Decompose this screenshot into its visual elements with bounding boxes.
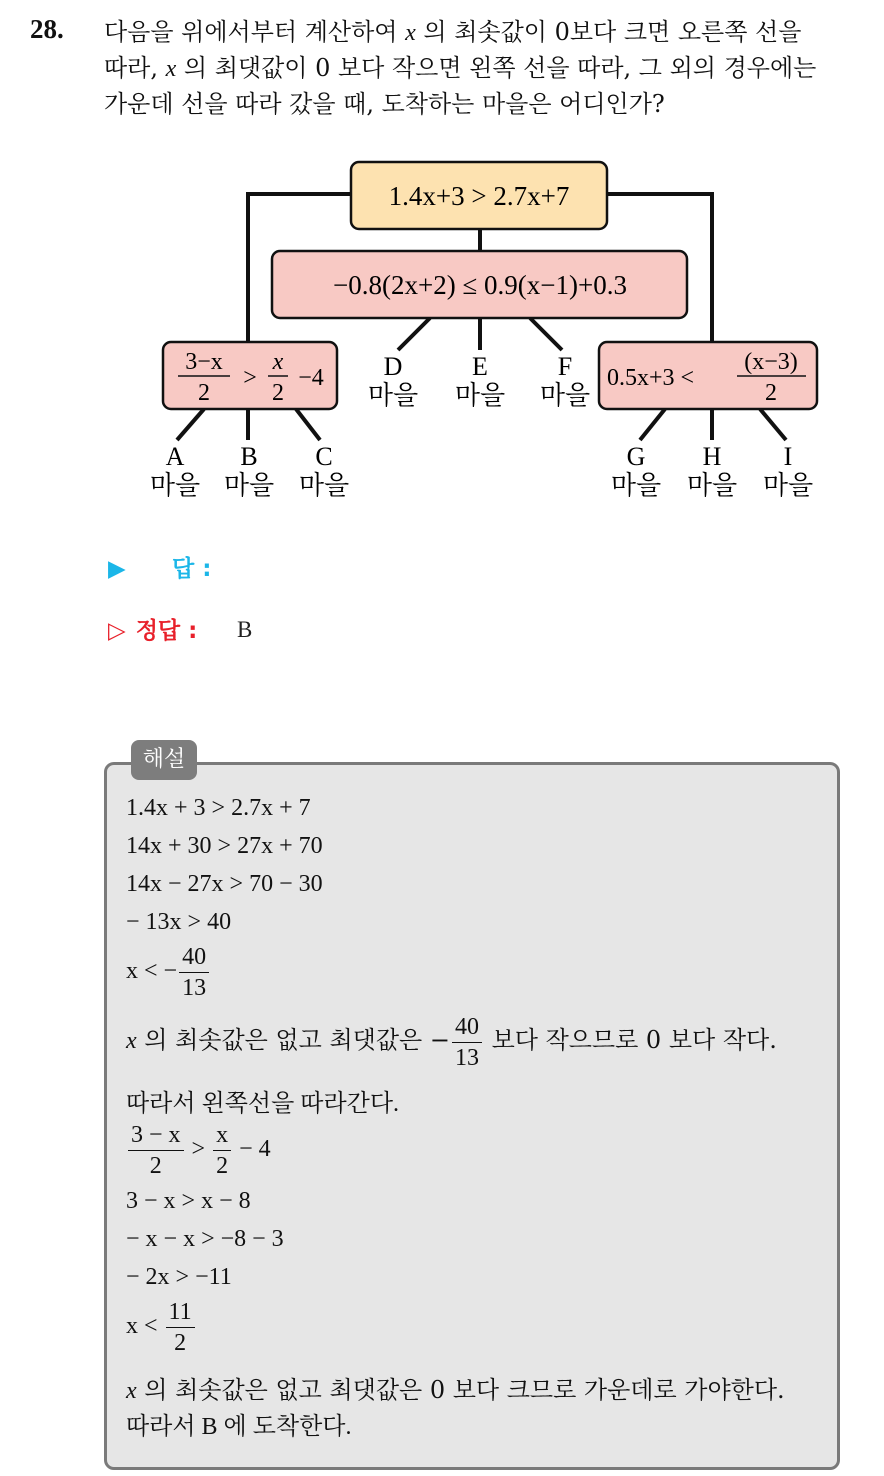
village-letter-i: I [783,442,793,471]
left-frac2-denominator: 2 [272,380,284,406]
left-frac2-numerator: x [272,349,284,375]
village-path-diagram [0,0,884,520]
village-word-i: 마을 [762,471,814,501]
correct-answer-row [108,612,197,645]
solution-line-2: 14x + 30 > 27x + 70 [126,833,323,859]
middle-condition-text: −0.8(2x+2) ≤ 0.9(x−1)+0.3 [333,270,627,300]
play-arrow-icon: ▶ [108,556,126,582]
village-letter-g: G [626,442,646,471]
solution-line-13: x 의 최솟값은 없고 최댓값은 0 보다 크므로 가운데로 가야한다. [126,1376,785,1404]
solution-line-4: − 13x > 40 [126,909,232,935]
question-line-3: 가운데 선을 따라 갔을 때, 도착하는 마을은 어디인가? [104,90,665,118]
village-letter-f: F [557,352,573,381]
right-frac-numerator: (x−3) [744,349,798,375]
solution-line-5: x < − $\frac{40}{13}$ [126,942,211,1003]
solution-line-3: 14x − 27x > 70 − 30 [126,871,323,897]
question-line-1: 다음을 위에서부터 계산하여 x 의 최솟값이 0보다 크면 오른쪽 선을 [104,18,802,46]
answer-blank-row [108,550,211,583]
village-letter-d: D [383,352,403,381]
village-letter-e: E [472,352,488,381]
question-number: 28. [30,14,64,44]
outline-arrow-icon: ▷ [108,618,126,644]
solution-line-7: 따라서 왼쪽선을 따라간다. [126,1091,400,1117]
village-word-h: 마을 [686,471,738,501]
left-operator: > [243,365,257,391]
village-word-e: 마을 [454,381,506,411]
village-word-a: 마을 [149,471,201,501]
solution-line-10: − x − x > −8 − 3 [126,1226,284,1252]
answer-label: 답 : [172,556,212,582]
solution-line-12: x < $\frac{11}{2}$ [126,1297,197,1358]
solution-line-6: x 의 최솟값은 없고 최댓값은 − $\frac{40}{13}$ 보다 작으므로 0 보다 작다. [126,1014,777,1071]
right-head: 0.5x+3 < [607,365,695,391]
solution-tag: 해설 [131,740,197,780]
solution-line-9: 3 − x > x − 8 [126,1188,251,1214]
village-word-f: 마을 [539,381,591,411]
left-frac-denominator: 2 [198,380,210,406]
village-letter-h: H [702,442,722,471]
village-letter-b: B [240,442,258,471]
left-frac-numerator: 3−x [185,349,223,375]
village-word-b: 마을 [223,471,275,501]
correct-answer-value: B [237,617,253,642]
question-line-2: 따라, x 의 최댓값이 0 보다 작으면 왼쪽 선을 따라, 그 외의 경우에는 [104,54,817,82]
correct-answer-label: 정답 : [135,618,198,644]
solution-line-11: − 2x > −11 [126,1264,232,1290]
solution-line-8: $\frac{3 - x}{2}$ > $\frac{x}{2}$ − 4 [126,1120,271,1181]
right-frac-denominator: 2 [765,380,777,406]
village-letter-a: A [165,442,185,471]
village-letter-c: C [315,442,333,471]
top-condition-text: 1.4x+3 > 2.7x+7 [388,181,570,211]
solution-line-14: 따라서 B 에 도착한다. [126,1414,352,1440]
village-word-g: 마을 [610,471,662,501]
village-word-d: 마을 [367,381,419,411]
left-tail: −4 [298,365,324,391]
solution-line-1: 1.4x + 3 > 2.7x + 7 [126,795,311,821]
village-word-c: 마을 [298,471,350,501]
